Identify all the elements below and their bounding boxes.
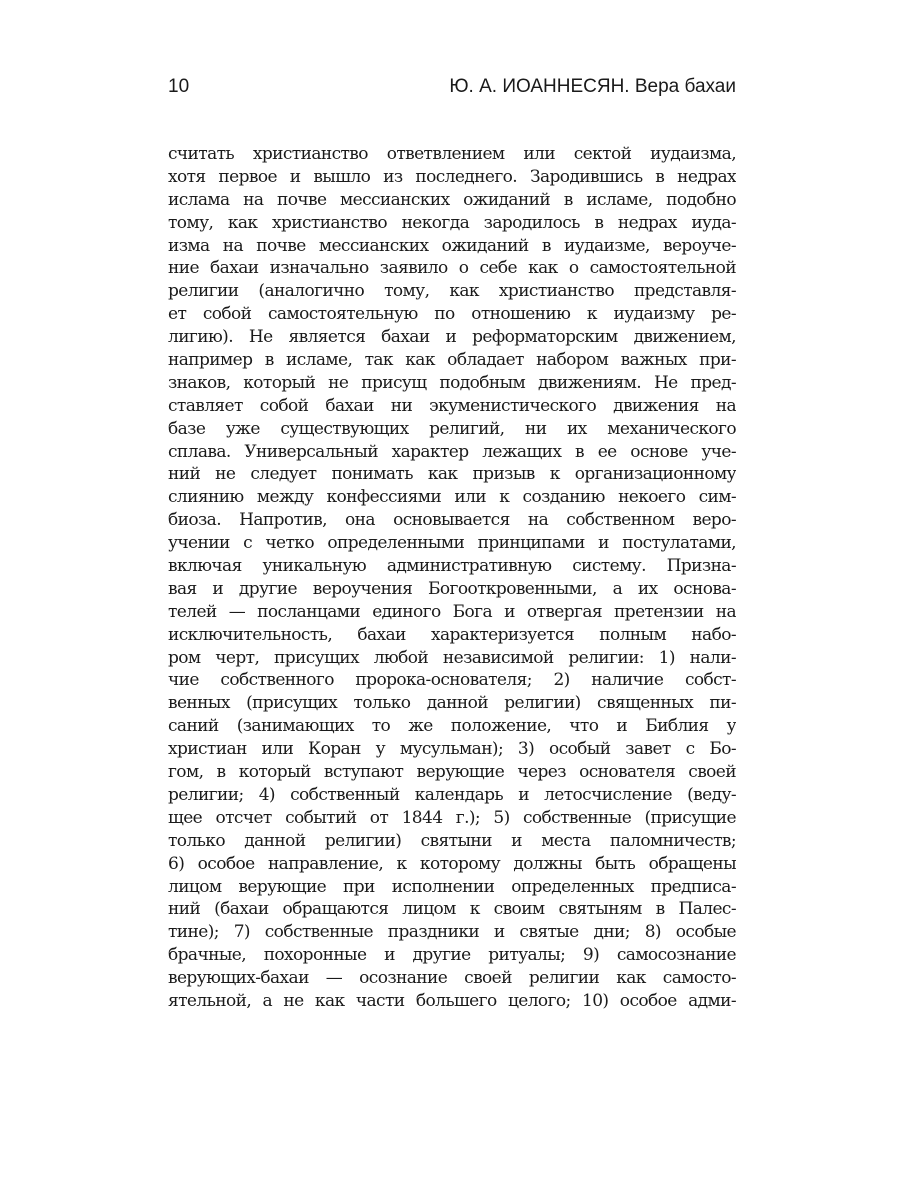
text-line: слиянию между конфессиями или к созданию некоего сим- [168, 487, 736, 508]
text-line: включая уникальную административную систему. Призна- [168, 556, 736, 577]
text-line: ние бахаи изначально заявило о себе как о самостоятельной [168, 258, 736, 279]
text-line: ятельной, а не как части большего целого; 10) особое адми- [168, 990, 736, 1011]
text-line: телей — посланцами единого Бога и отвергая претензии на [168, 601, 736, 622]
text-line: ставляет собой бахаи ни экуменистического движения на [168, 395, 736, 416]
text-line: чие собственного пророка-основателя; 2) наличие собст- [168, 670, 736, 691]
text-line: лицом верующие при исполнении определенных предписа- [168, 876, 736, 897]
text-line: изма на почве мессианских ожиданий в иудаизме, вероуче- [168, 235, 736, 256]
text-line: лигию). Не является бахаи и реформаторским движением, [168, 327, 736, 348]
text-line: брачные, похоронные и другие ритуалы; 9) самосознание [168, 945, 736, 966]
text-line: исключительность, бахаи характеризуется полным набо- [168, 624, 736, 645]
text-line: венных (присущих только данной религии) священных пи- [168, 693, 736, 714]
body-text [168, 143, 736, 1013]
running-title: Ю. А. ИОАННЕСЯН. Вера бахаи [449, 76, 736, 97]
text-line: вая и другие вероучения Богооткровенными, а их основа- [168, 578, 736, 599]
text-line: базе уже существующих религий, ни их механического [168, 418, 736, 439]
text-line: ислама на почве мессианских ожиданий в исламе, подобно [168, 189, 736, 210]
text-line: щее отсчет событий от 1844 г.); 5) собственные (присущие [168, 807, 736, 828]
text-line: верующих-бахаи — осознание своей религии как самосто- [168, 968, 736, 989]
text-line: ет собой самостоятельную по отношению к иудаизму ре- [168, 304, 736, 325]
text-line: христиан или Коран у мусульман); 3) особый завет с Бо- [168, 739, 736, 760]
text-line: религии (аналогично тому, как христианство представля- [168, 281, 736, 302]
text-line: например в исламе, так как обладает набором важных при- [168, 350, 736, 371]
text-line: ром черт, присущих любой независимой религии: 1) нали- [168, 647, 736, 668]
text-line: хотя первое и вышло из последнего. Зародившись в недрах [168, 166, 736, 187]
text-line: считать христианство ответвлением или сектой иудаизма, [168, 144, 736, 164]
text-line: только данной религии) святыни и места паломничеств; [168, 830, 736, 851]
page-number: 10 [168, 76, 190, 97]
running-head [168, 72, 736, 102]
text-line: учении с четко определенными принципами и постулатами, [168, 533, 736, 554]
text-line: гом, в который вступают верующие через основателя своей [168, 762, 736, 783]
text-line: ний не следует понимать как призыв к организационному [168, 464, 736, 485]
text-line: сплава. Универсальный характер лежащих в ее основе уче- [168, 441, 736, 462]
text-line: тине); 7) собственные праздники и святые дни; 8) особые [168, 922, 736, 943]
text-line: ний (бахаи обращаются лицом к своим святыням в Палес- [168, 899, 736, 920]
text-line: саний (занимающих то же положение, что и Библия у [168, 716, 736, 737]
text-line: тому, как христианство некогда зародилось в недрах иуда- [168, 212, 736, 233]
text-line: знаков, который не присущ подобным движениям. Не пред- [168, 372, 736, 393]
text-line: религии; 4) собственный календарь и летосчисление (веду- [168, 784, 736, 805]
text-line: 6) особое направление, к которому должны быть обращены [168, 853, 736, 874]
text-line: биоза. Напротив, она основывается на собственном веро- [168, 510, 736, 531]
